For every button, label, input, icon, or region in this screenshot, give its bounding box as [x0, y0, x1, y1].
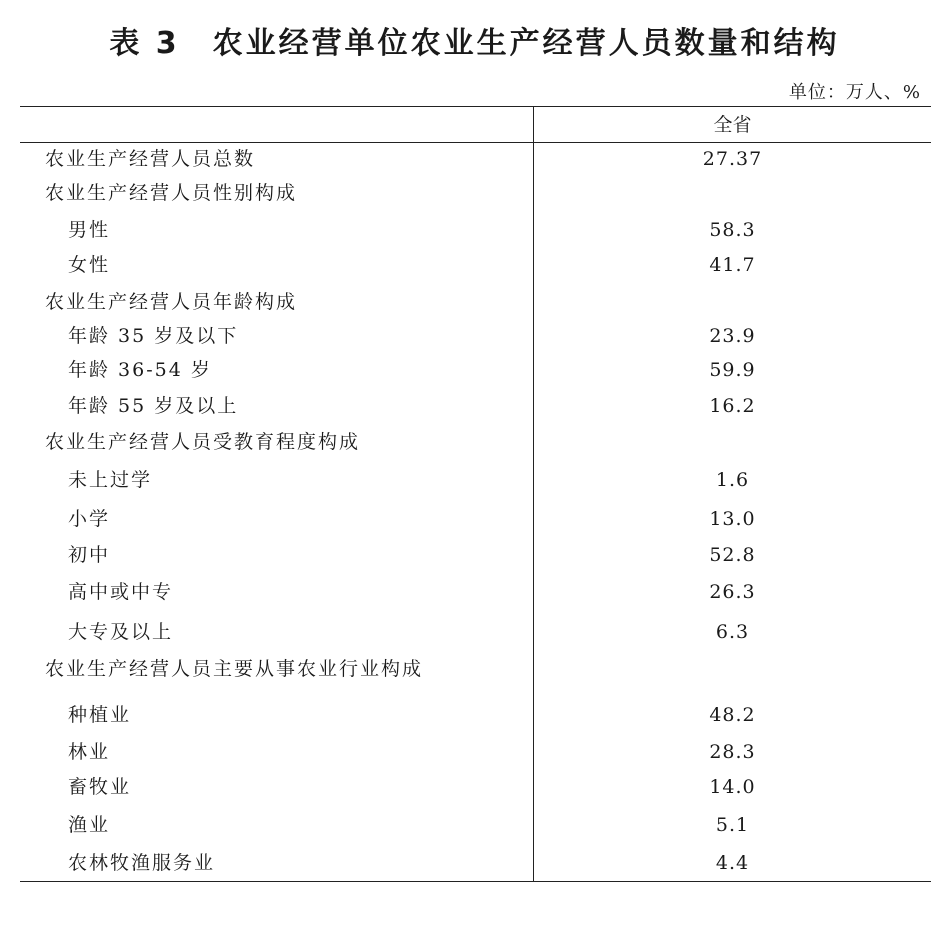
- table-row: [20, 504, 931, 534]
- row-value: 14.0: [709, 776, 756, 798]
- table-title: 表 3 农业经营单位农业生产经营人员数量和结构: [109, 26, 840, 61]
- row-value: 28.3: [709, 741, 756, 763]
- table-row: [20, 215, 931, 245]
- row-label: 渔业: [68, 814, 111, 836]
- row-label: 畜牧业: [68, 776, 132, 798]
- row-value: 16.2: [709, 395, 756, 417]
- table-row: [20, 577, 931, 607]
- table-row: [20, 540, 931, 570]
- table-row: [20, 144, 931, 174]
- row-label: 高中或中专: [68, 581, 174, 603]
- row-label: 林业: [68, 741, 111, 763]
- row-label: 农业生产经营人员主要从事农业行业构成: [45, 658, 424, 680]
- row-label: 农业生产经营人员性别构成: [45, 182, 298, 204]
- row-label: 农林牧渔服务业: [68, 852, 216, 874]
- table-row: [20, 772, 931, 802]
- row-label: 女性: [68, 254, 111, 276]
- row-value: 52.8: [709, 544, 756, 566]
- header-rule: [20, 142, 931, 143]
- table-row: [20, 848, 931, 878]
- table-row: [20, 654, 931, 684]
- row-value: 13.0: [709, 508, 756, 530]
- row-value: 27.37: [702, 148, 763, 170]
- table-row: [20, 617, 931, 647]
- row-label: 农业生产经营人员年龄构成: [45, 291, 298, 313]
- row-value: 48.2: [709, 704, 756, 726]
- table-row: [20, 355, 931, 385]
- unit-label: 单位：万人、%: [788, 82, 921, 103]
- table-bottom-rule: [20, 881, 931, 882]
- table-row: [20, 737, 931, 767]
- row-label: 小学: [68, 508, 111, 530]
- row-label: 农业生产经营人员受教育程度构成: [45, 431, 361, 453]
- row-value: 4.4: [715, 852, 750, 874]
- row-value: 5.1: [715, 814, 750, 836]
- row-label: 初中: [68, 544, 111, 566]
- row-value: 59.9: [709, 359, 756, 381]
- row-value: 41.7: [709, 254, 756, 276]
- table-row: [20, 287, 931, 317]
- row-label: 年龄 36-54 岁: [68, 359, 212, 381]
- table-row: [20, 700, 931, 730]
- row-label: 大专及以上: [68, 621, 174, 643]
- row-value: 23.9: [709, 325, 756, 347]
- table-row: [20, 810, 931, 840]
- table-row: [20, 250, 931, 280]
- table-row: [20, 321, 931, 351]
- table-row: [20, 391, 931, 421]
- table-top-rule: [20, 106, 931, 107]
- row-label: 年龄 35 岁及以下: [68, 325, 239, 347]
- row-value: 6.3: [715, 621, 750, 643]
- table-row: [20, 178, 931, 208]
- row-value: 1.6: [715, 469, 750, 491]
- row-value: 58.3: [709, 219, 756, 241]
- row-label: 男性: [68, 219, 111, 241]
- column-header-province: 全省: [713, 114, 752, 136]
- row-label: 未上过学: [68, 469, 153, 491]
- row-value: 26.3: [709, 581, 756, 603]
- row-label: 农业生产经营人员总数: [45, 148, 256, 170]
- table-row: [20, 465, 931, 495]
- row-label: 年龄 55 岁及以上: [68, 395, 239, 417]
- row-label: 种植业: [68, 704, 132, 726]
- table-row: [20, 427, 931, 457]
